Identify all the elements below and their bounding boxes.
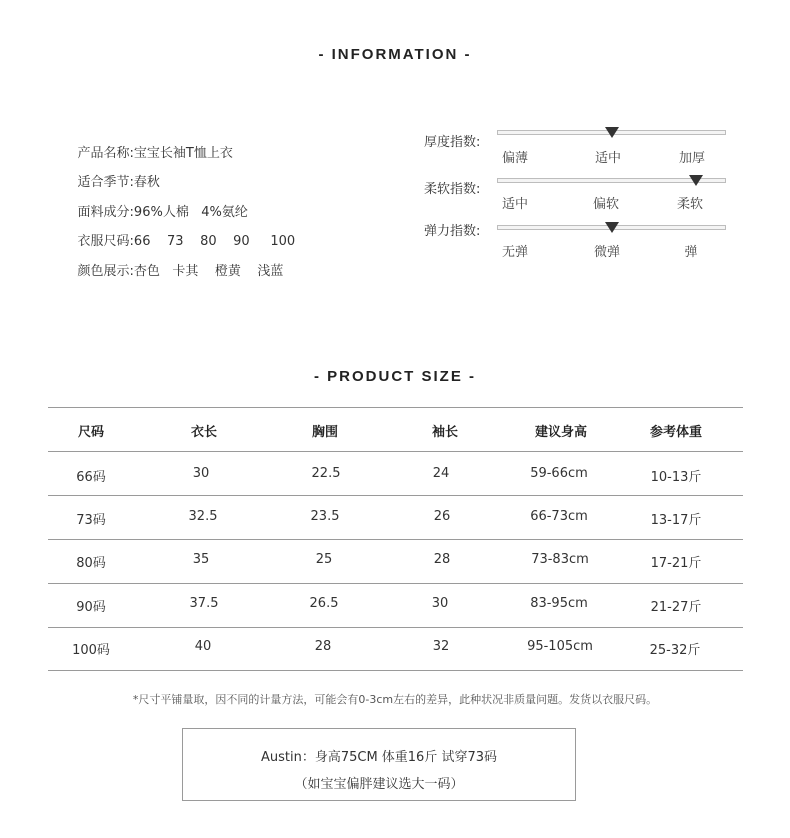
table-divider (48, 583, 743, 584)
softness-index-label: 柔软指数: (424, 182, 481, 197)
elasticity-index-marker (605, 222, 619, 233)
thickness-index-label: 厚度指数: (424, 135, 481, 150)
model-stats: Austin：身高75CM 体重16斤 试穿73码 (260, 750, 498, 765)
table-cell: 90码 (76, 600, 106, 615)
info-label: 产品名称: (77, 146, 134, 161)
table-cell: 24 (432, 466, 450, 481)
elasticity-tick: 微弹 (593, 245, 621, 260)
table-divider (48, 407, 743, 408)
table-cell: 13-17斤 (650, 513, 702, 528)
table-cell: 73-83cm (531, 552, 589, 567)
header-length: 衣长 (190, 425, 218, 440)
table-cell: 22.5 (311, 466, 341, 481)
table-cell: 59-66cm (530, 466, 588, 481)
table-cell: 25 (315, 552, 333, 567)
table-cell: 66码 (76, 470, 106, 485)
table-cell: 17-21斤 (650, 556, 702, 571)
table-divider (48, 627, 743, 628)
table-cell: 26.5 (309, 596, 339, 611)
thickness-tick: 加厚 (678, 151, 706, 166)
table-cell: 26 (433, 509, 451, 524)
info-label: 衣服尺码: (77, 234, 134, 249)
info-value: 96%人棉 4%氨纶 (133, 205, 248, 220)
table-cell: 28 (314, 639, 332, 654)
info-label: 适合季节: (77, 175, 134, 190)
thickness-tick: 偏薄 (501, 151, 529, 166)
table-divider (48, 670, 743, 671)
header-height: 建议身高 (534, 425, 588, 440)
product-size-title: - PRODUCT SIZE - (314, 368, 476, 385)
elasticity-tick: 无弹 (501, 245, 529, 260)
table-cell: 30 (431, 596, 449, 611)
thickness-tick: 适中 (594, 151, 622, 166)
info-row-colors (61, 245, 283, 294)
softness-tick: 柔软 (676, 197, 704, 212)
info-value: 春秋 (133, 175, 160, 190)
table-cell: 10-13斤 (650, 470, 702, 485)
info-value: 杏色 卡其 橙黄 浅蓝 (133, 264, 284, 279)
softness-tick: 偏软 (592, 197, 620, 212)
table-cell: 21-27斤 (650, 600, 702, 615)
thickness-index-marker (605, 127, 619, 138)
header-sleeve: 袖长 (431, 425, 459, 440)
header-chest: 胸围 (311, 425, 339, 440)
information-title: - INFORMATION - (318, 46, 472, 63)
softness-tick: 适中 (501, 197, 529, 212)
table-cell: 23.5 (310, 509, 340, 524)
model-advice: （如宝宝偏胖建议选大一码） (294, 777, 464, 792)
table-cell: 28 (433, 552, 451, 567)
header-weight: 参考体重 (649, 425, 703, 440)
table-cell: 80码 (76, 556, 106, 571)
header-size: 尺码 (77, 425, 105, 440)
model-info-box (182, 728, 576, 801)
table-cell: 32 (432, 639, 450, 654)
info-label: 颜色展示: (77, 264, 134, 279)
table-cell: 40 (194, 639, 212, 654)
table-cell: 73码 (76, 513, 106, 528)
table-divider (48, 539, 743, 540)
table-cell: 37.5 (189, 596, 219, 611)
info-label: 面料成分: (77, 205, 134, 220)
table-cell: 95-105cm (527, 639, 593, 654)
softness-index-marker (689, 175, 703, 186)
table-cell: 25-32斤 (649, 643, 701, 658)
table-cell: 35 (192, 552, 210, 567)
measurement-note: *尺寸平铺量取，因不同的计量方法，可能会有0-3cm左右的差异，此种状况非质量问题。发货以衣服尺码。 (132, 693, 658, 706)
info-value: 宝宝长袖T恤上衣 (133, 146, 233, 161)
table-cell: 83-95cm (530, 596, 588, 611)
table-cell: 66-73cm (530, 509, 588, 524)
elasticity-tick: 弹 (684, 245, 698, 260)
elasticity-index-label: 弹力指数: (424, 224, 481, 239)
table-divider (48, 451, 743, 452)
table-cell: 32.5 (188, 509, 218, 524)
table-cell: 100码 (72, 643, 110, 658)
table-cell: 30 (192, 466, 210, 481)
table-divider (48, 495, 743, 496)
info-value: 66 73 80 90 100 (133, 234, 296, 249)
